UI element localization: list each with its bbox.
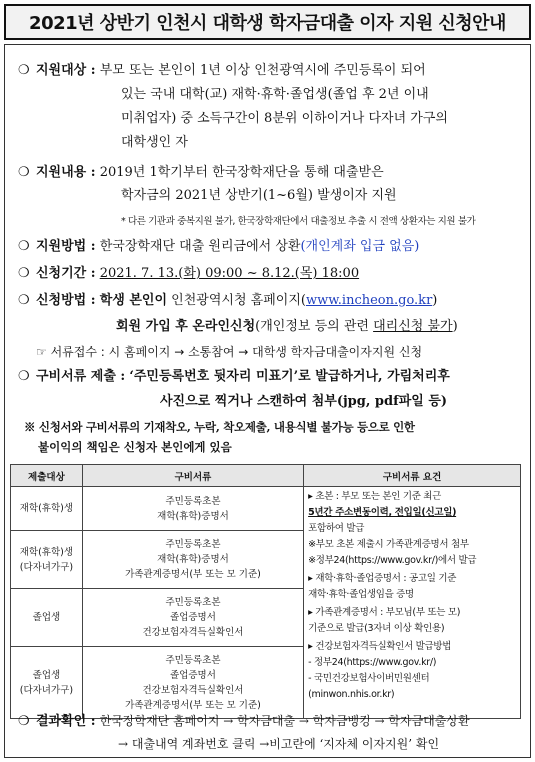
apply-line1-text: 인천광역시청 홈페이지( <box>167 293 306 308</box>
row-target: 졸업생 <box>11 589 83 647</box>
content-line-2: 학자금의 2021년 상반기(1~6월) 발생이자 지원 <box>121 188 397 203</box>
bullet-icon: ❍ <box>18 63 30 78</box>
target-line-4: 대학생인 자 <box>121 135 188 150</box>
apply-line1-prefix: 학생 본인이 <box>99 293 168 308</box>
requirements-table <box>10 464 521 719</box>
header-requirements: 구비서류 요건 <box>304 465 521 487</box>
period-label: 신청기간 : <box>36 266 96 281</box>
apply-line-2 <box>116 318 458 336</box>
docs-label: 구비서류 제출 : <box>36 369 126 384</box>
target-label: 지원대상 : <box>36 63 96 78</box>
row-target: 재학(휴학)생 <box>11 487 83 531</box>
method-label: 지원방법 : <box>36 239 96 254</box>
bullet-icon: ❍ <box>18 714 30 729</box>
apply-line1-suffix: ) <box>432 293 438 308</box>
result-label: 결과확인 : <box>36 714 96 729</box>
row-target: 재학(휴학)생 (다자녀가구) <box>11 531 83 589</box>
apply-line2-prefix: 회원 가입 후 온라인신청 <box>116 319 256 334</box>
period-section <box>18 265 359 283</box>
row-docs: 주민등록초본 졸업증명서 건강보험자격득실확인서 <box>82 589 303 647</box>
header-target: 제출대상 <box>11 465 83 487</box>
bullet-icon: ❍ <box>18 293 30 308</box>
method-section <box>18 238 419 256</box>
row-docs: 주민등록초본 재학(휴학)증명서 <box>82 487 303 531</box>
apply-label: 신청방법 : <box>36 293 96 308</box>
target-line-2: 있는 국내 대학(교) 재학·휴학·졸업생(졸업 후 2년 이내 <box>121 87 429 102</box>
result-line-2: → 대출내역 계좌번호 클릭 →비고란에 ‘지자체 이자지원’ 확인 <box>118 737 440 751</box>
bullet-icon: ❍ <box>18 165 30 180</box>
target-line-3: 미취업자) 중 소득구간이 8분위 이하이거나 다자녀 가구의 <box>121 111 448 126</box>
warning-line-1: ※ 신청서와 구비서류의 기재착오, 누락, 착오제출, 내용식별 불가능 등으로 인한 <box>24 420 415 434</box>
period-text: 2021. 7. 13.(화) 09:00 ~ 8.12.(목) 18:00 <box>99 266 360 281</box>
warning-line-2: 불이익의 책임은 신청자 본인에게 있음 <box>38 440 232 454</box>
requirements-cell: ▸ 초본 : 부모 또는 본인 기준 최근 5년간 주소변동이력, 전입일(신고일) 포함하여 발급 ※부모 초본 제출시 가족관계증명서 첨부 ※정부24(https://www.gov.kr/)에서 발급 ▸ 재학·휴학·졸업증명서 : 공고일 기준 재학·휴학·졸업생임을 증명 ▸ 가족관계증명서 : 부모님(부 또는 모) 기준으로 발급(3자녀 이상 확인용) ▸ 건강보험자격득실확인서 발급방법 - 정부24(https://www.gov.kr/) - 국민건강보험사이버민원센터 (minwon.nhis.or.kr) <box>304 487 521 719</box>
header-docs: 구비서류 <box>82 465 303 487</box>
content-section <box>18 164 384 182</box>
docs-line-2: 사진으로 찍거나 스캔하여 첨부(jpg, pdf파일 등) <box>160 394 448 409</box>
apply-path: ☞ 서류접수 : 시 홈페이지 → 소통참여 → 대학생 학자금대출이자지원 신청 <box>36 345 423 359</box>
result-line-1: 한국장학재단 홈페이지 → 학자금대출 → 학자금뱅킹 → 학자금대출상환 <box>99 714 470 728</box>
apply-line2-text: (개인정보 등의 관련 <box>255 319 374 334</box>
apply-line2-highlight: 대리신청 불가 <box>373 319 453 334</box>
target-line-1: 부모 또는 본인이 1년 이상 인천광역시에 주민등록이 되어 <box>99 63 426 78</box>
method-highlight: (개인계좌 입금 없음) <box>300 239 420 254</box>
docs-section <box>18 368 450 386</box>
row-target: 졸업생 (다자녀가구) <box>11 647 83 719</box>
homepage-link[interactable]: www.incheon.go.kr <box>305 293 433 308</box>
docs-line-1: ‘주민등록번호 뒷자리 미표기’로 발급하거나, 가림처리후 <box>129 369 450 384</box>
bullet-icon: ❍ <box>18 239 30 254</box>
result-section <box>18 712 470 731</box>
content-line-1: 2019년 1학기부터 한국장학재단을 통해 대출받은 <box>99 165 384 180</box>
row-docs: 주민등록초본 재학(휴학)증명서 가족관계증명서(부 또는 모 기준) <box>82 531 303 589</box>
bullet-icon: ❍ <box>18 369 30 384</box>
page-title: 2021년 상반기 인천시 대학생 학자금대출 이자 지원 신청안내 <box>4 4 531 40</box>
apply-section <box>18 292 437 310</box>
table-header-row <box>11 465 521 487</box>
table-row <box>11 487 521 531</box>
apply-line2-suffix: ) <box>452 319 458 334</box>
content-label: 지원내용 : <box>36 165 96 180</box>
bullet-icon: ❍ <box>18 266 30 281</box>
method-text: 한국장학재단 대출 원리금에서 상환 <box>99 239 301 254</box>
target-section <box>18 62 426 80</box>
row-docs: 주민등록초본 졸업증명서 건강보험자격득실확인서 가족관계증명서(부 또는 모 기준) <box>82 647 303 719</box>
content-note: * 다른 기관과 중복지원 불가, 한국장학재단에서 대출정보 추출 시 전액 상환자는 지원 불가 <box>121 216 476 227</box>
